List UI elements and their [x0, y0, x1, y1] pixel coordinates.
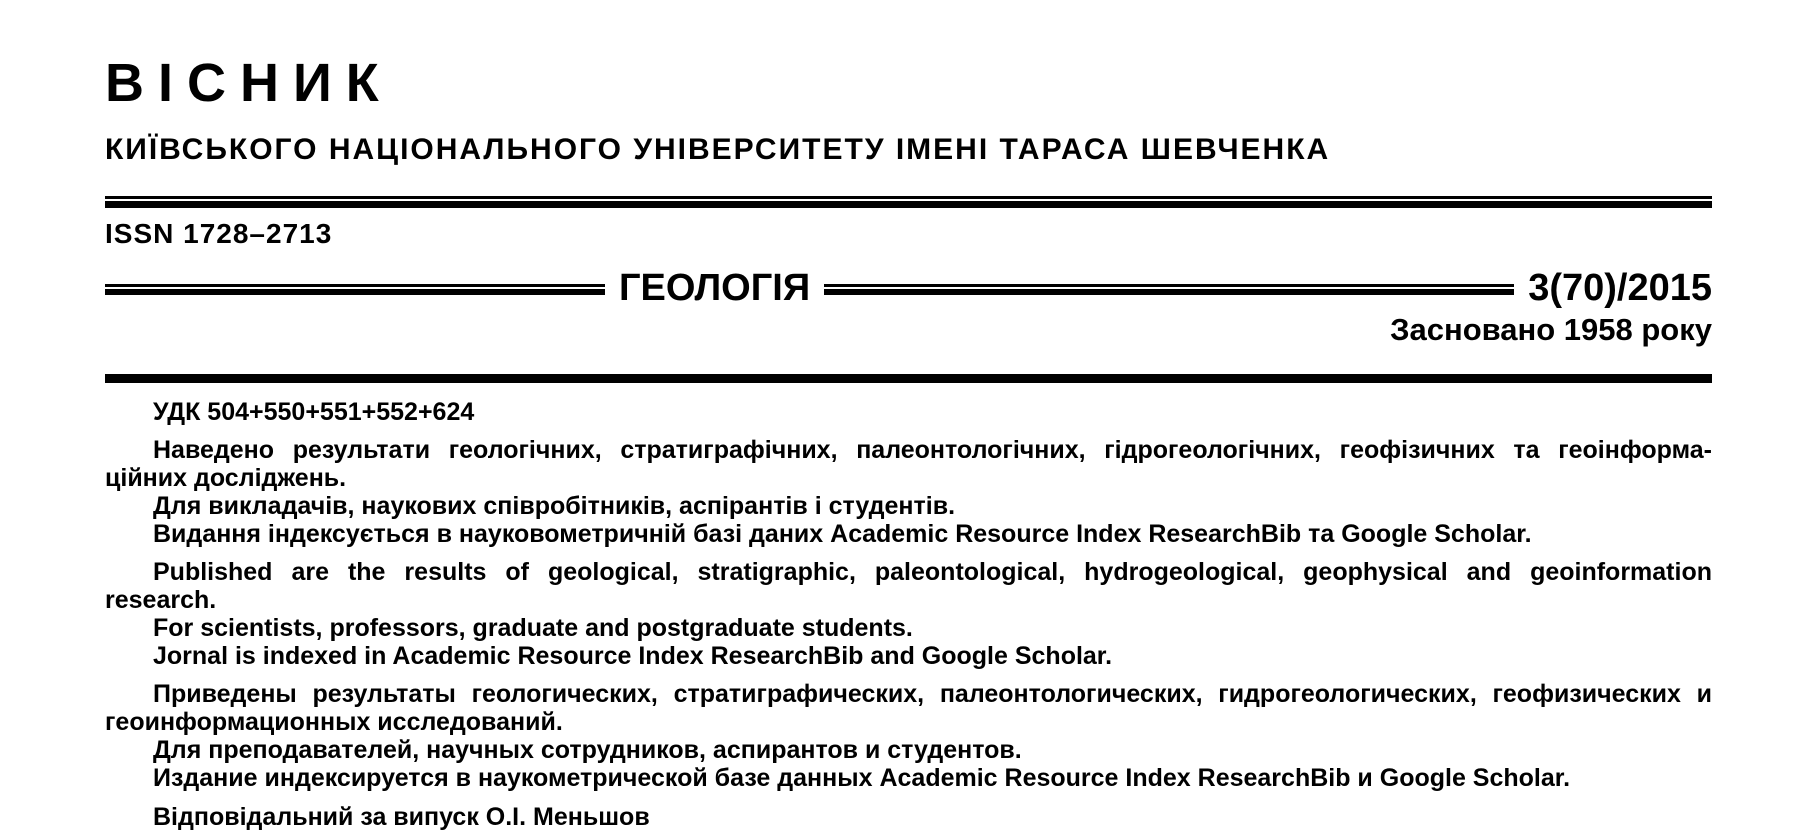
issn-number: ISSN 1728–2713 — [105, 218, 333, 249]
issue-number: 3(70)/2015 — [1528, 267, 1712, 309]
abstract-uk-indexing: Видання індексується в науковометричній базі даних Academic Resource Index ResearchBib та Google Scholar. — [153, 520, 1532, 548]
udc-code: УДК 504+550+551+552+624 — [153, 398, 475, 426]
journal-rule-left — [105, 284, 605, 295]
journal-name: ГЕОЛОГІЯ — [619, 267, 811, 309]
journal-masthead-title: ВІСНИК — [105, 53, 393, 113]
masthead-divider-rule — [105, 196, 1712, 208]
body-divider-rule — [105, 374, 1712, 383]
abstract-en-indexing: Jornal is indexed in Academic Resource Index ResearchBib and Google Scholar. — [153, 642, 1113, 670]
abstract-russian — [105, 680, 1712, 792]
journal-rule-right — [824, 284, 1514, 295]
abstract-uk-line-1: Наведено результати геологічних, стратиграфічних, палеонтологічних, гідрогеологічних, геофізичних та геоінформа- — [153, 436, 1712, 464]
abstract-ru-line-2: геоинформационных исследований. — [105, 708, 563, 736]
journal-name-row — [105, 266, 1712, 310]
abstract-en-line-2: research. — [105, 586, 217, 614]
abstract-uk-line-2: ційних досліджень. — [105, 464, 347, 492]
university-name: КИЇВСЬКОГО НАЦІОНАЛЬНОГО УНІВЕРСИТЕТУ ІМЕНІ ТАРАСА ШЕВЧЕНКА — [105, 133, 1331, 166]
abstract-ukrainian — [105, 436, 1712, 548]
responsible-editor-note: Відповідальний за випуск О.І. Меньшов — [153, 803, 650, 831]
abstract-uk-audience: Для викладачів, наукових співробітників, аспірантів і студентів. — [153, 492, 956, 520]
abstract-english — [105, 558, 1712, 670]
abstract-ru-indexing: Издание индексируется в наукометрической базе данных Academic Resource Index ResearchBib и Google Scholar. — [153, 764, 1571, 792]
abstract-en-audience: For scientists, professors, graduate and postgraduate students. — [153, 614, 913, 642]
abstract-ru-line-1: Приведены результаты геологических, стратиграфических, палеонтологических, гидрогеологических, геофизических и — [153, 680, 1712, 708]
abstract-ru-audience: Для преподавателей, научных сотрудников, аспирантов и студентов. — [153, 736, 1022, 764]
founded-year-note: Засновано 1958 року — [1390, 312, 1712, 347]
abstract-en-line-1: Published are the results of geological, stratigraphic, paleontological, hydrogeological, geophysical and geoinformation — [153, 558, 1712, 586]
